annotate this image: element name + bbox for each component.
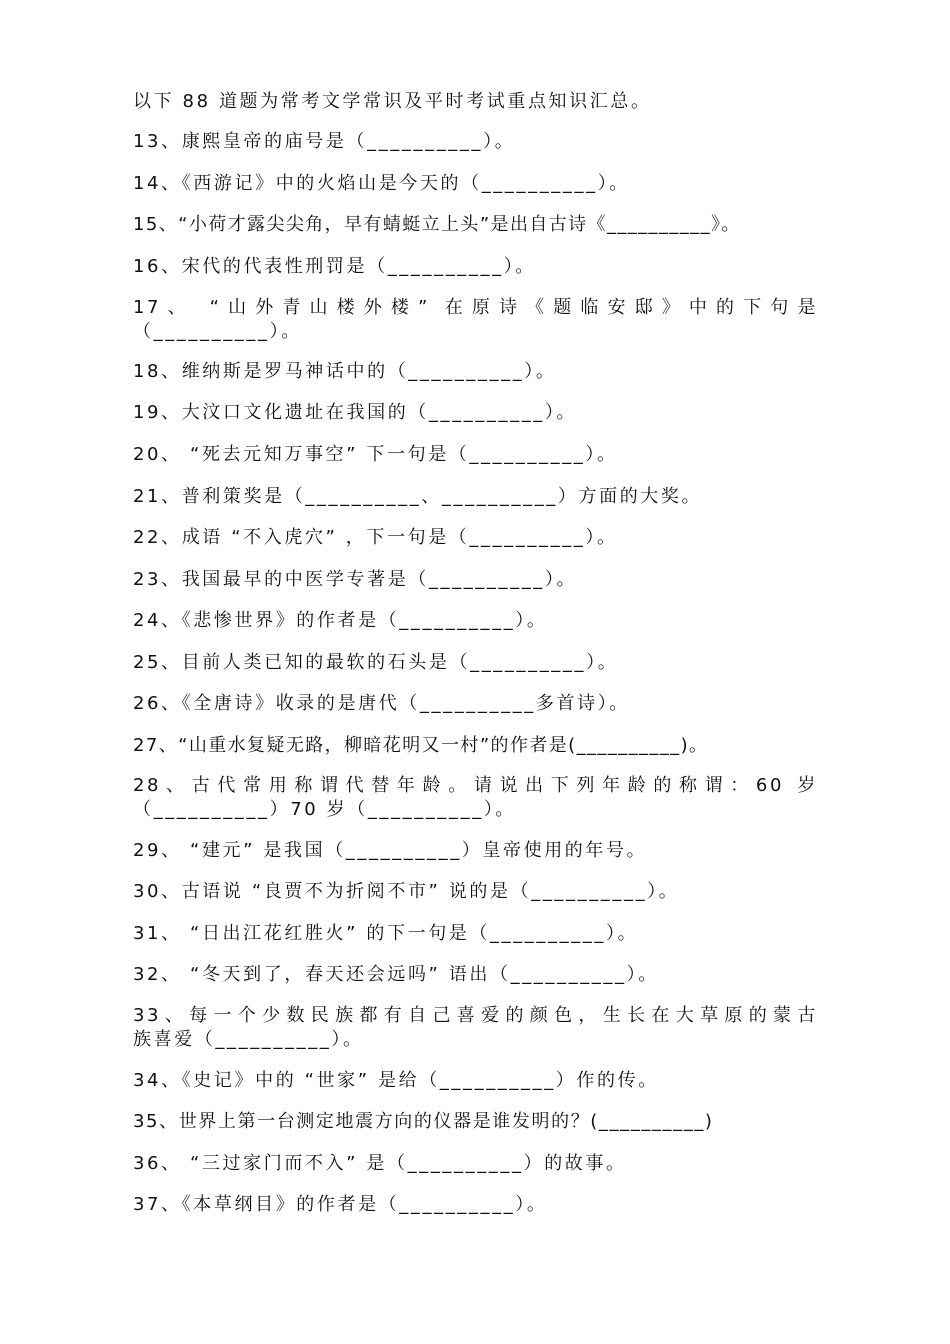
- question-20: 20、 “死去元知万事空” 下一句是（__________）。: [133, 444, 618, 465]
- question-21: 21、普利策奖是（__________、__________）方面的大奖。: [133, 486, 703, 507]
- question-28-line-2: （__________）70 岁（__________）。: [133, 799, 517, 820]
- question-32: 32、 “冬天到了，春天还会远吗” 语出（__________）。: [133, 964, 659, 985]
- question-13: 13、康熙皇帝的庙号是（__________）。: [133, 131, 516, 152]
- question-17-line-2: （__________）。: [133, 321, 302, 342]
- question-35: 35、世界上第一台测定地震方向的仪器是谁发明的？(__________): [133, 1111, 714, 1132]
- question-22: 22、成语 “不入虎穴” ，下一句是（__________）。: [133, 527, 618, 548]
- question-18: 18、维纳斯是罗马神话中的（__________）。: [133, 361, 557, 382]
- question-19: 19、大汶口文化遗址在我国的（__________）。: [133, 402, 578, 423]
- question-31: 31、 “日出江花红胜火” 的下一句是（__________）。: [133, 923, 639, 944]
- question-14: 14、《西游记》中的火焰山是今天的（__________）。: [133, 173, 630, 194]
- question-34: 34、《史记》中的 “世家” 是给（__________）作的传。: [133, 1070, 659, 1091]
- question-24: 24、《悲惨世界》的作者是（__________）。: [133, 610, 548, 631]
- question-27: 27、“山重水复疑无路，柳暗花明又一村”的作者是(__________)。: [133, 735, 709, 756]
- question-15: 15、“小荷才露尖尖角，早有蜻蜓立上头”是出自古诗《__________》。: [133, 214, 741, 235]
- question-33-line-2: 族喜爱（__________）。: [133, 1029, 364, 1050]
- question-16: 16、宋代的代表性刑罚是（__________）。: [133, 256, 536, 277]
- question-37: 37、《本草纲目》的作者是（__________）。: [133, 1194, 548, 1215]
- question-36: 36、 “三过家门而不入” 是（__________）的故事。: [133, 1153, 627, 1174]
- question-26: 26、《全唐诗》收录的是唐代（__________多首诗）。: [133, 693, 630, 714]
- question-25: 25、目前人类已知的最软的石头是（__________）。: [133, 652, 619, 673]
- question-28-line-1: 28、古代常用称谓代替年龄。请说出下列年龄的称谓：60 岁: [133, 775, 818, 796]
- question-30: 30、古语说 “良贾不为折阅不市” 说的是（__________）。: [133, 881, 680, 902]
- question-23: 23、我国最早的中医学专著是（__________）。: [133, 569, 578, 590]
- question-29: 29、 “建元” 是我国（__________）皇帝使用的年号。: [133, 840, 648, 861]
- intro-text: 以下 88 道题为常考文学常识及平时考试重点知识汇总。: [133, 91, 652, 112]
- question-33-line-1: 33、每一个少数民族都有自己喜爱的颜色，生长在大草原的蒙古: [133, 1005, 818, 1026]
- question-17-line-1: 17、 “山外青山楼外楼” 在原诗《题临安邸》中的下句是: [133, 297, 818, 318]
